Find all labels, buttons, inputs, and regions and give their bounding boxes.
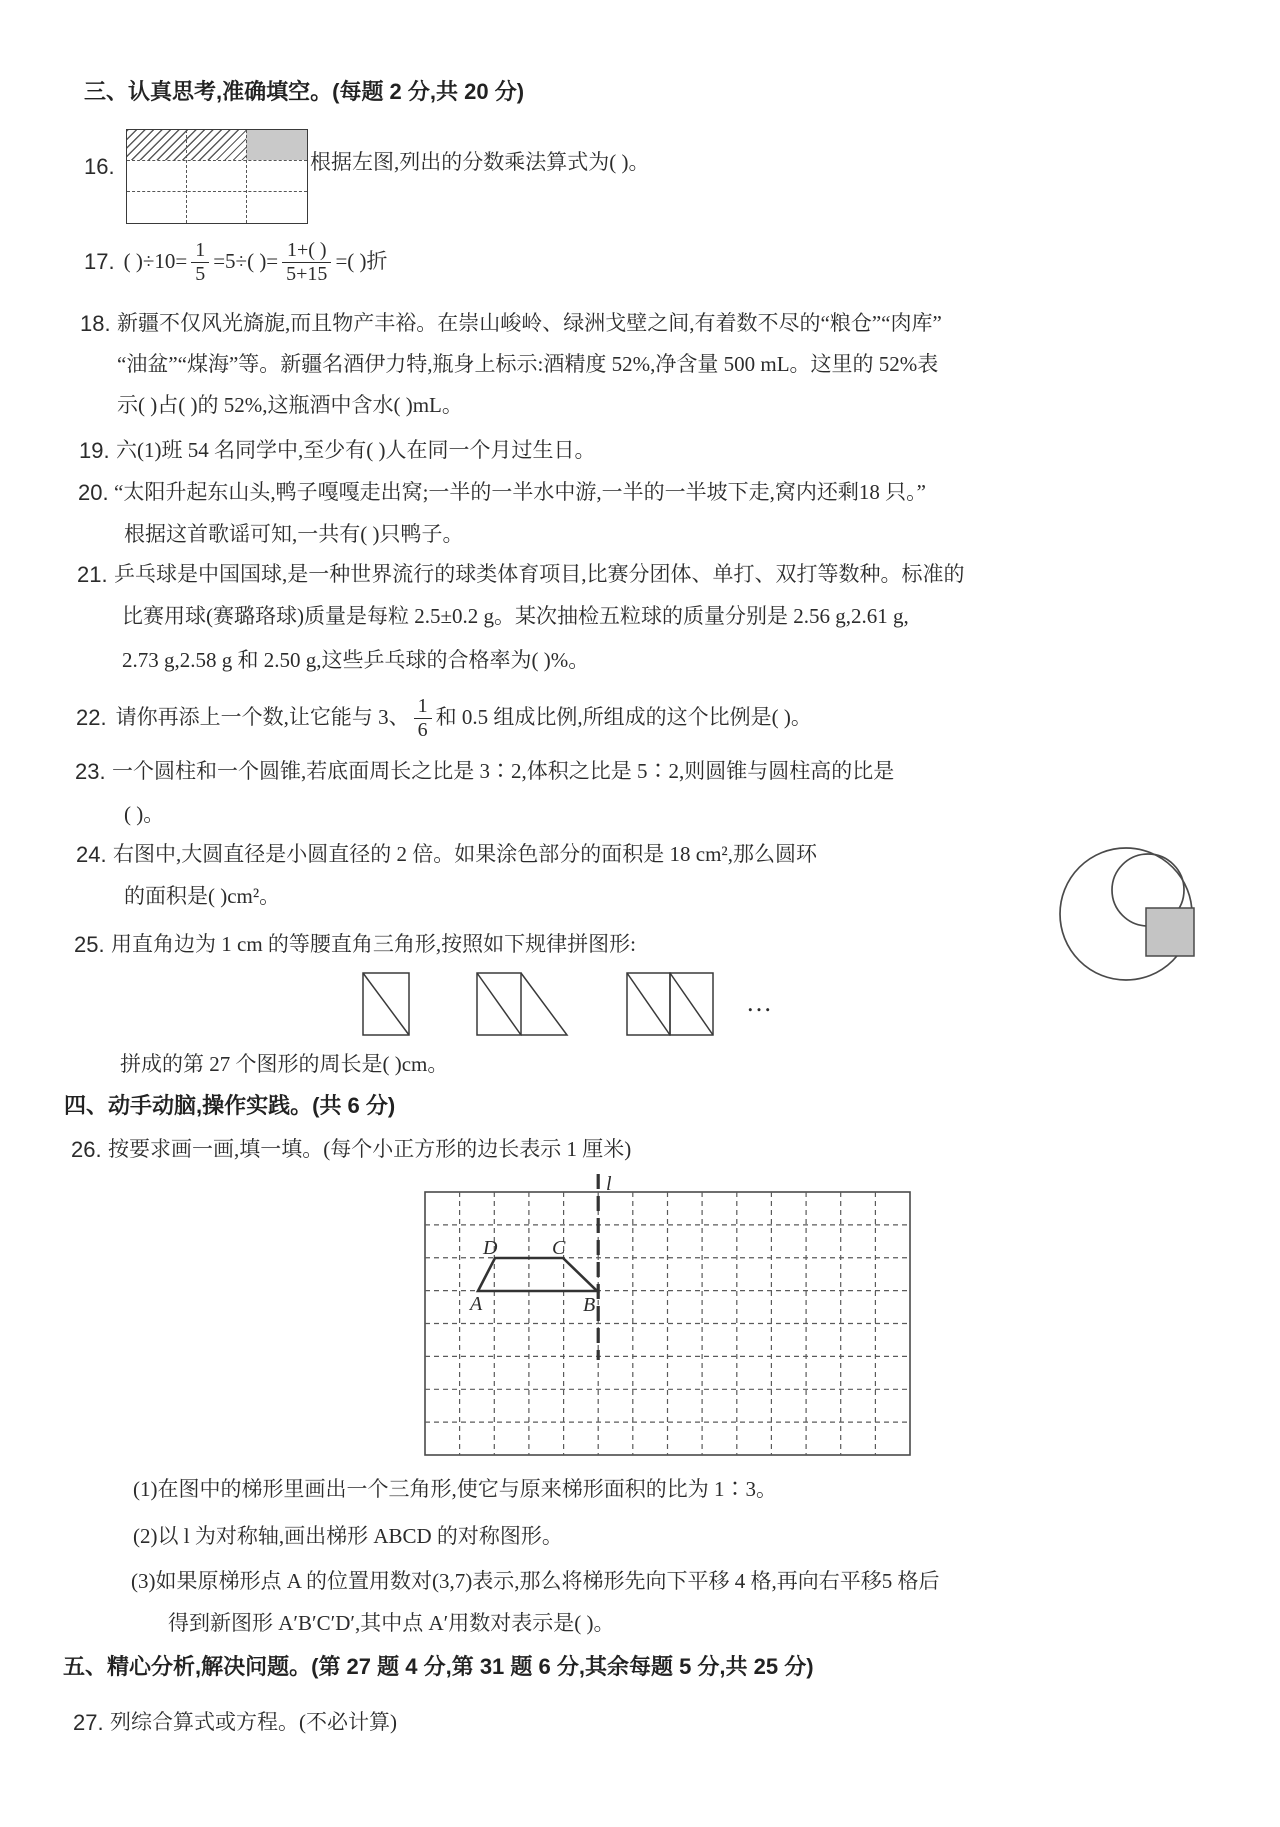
q18-number: 18. — [80, 311, 111, 336]
q17-number: 17. — [84, 248, 115, 274]
q26-grid-figure — [420, 1168, 930, 1468]
q22-fraction: $\frac{1}{6}$ — [414, 695, 432, 742]
q16-grid-divider — [246, 130, 247, 223]
q20-line1: “太阳升起东山头,鸭子嘎嘎走出窝;一半的一半水中游,一半的一半坡下走,窝内还剩18 只。” — [114, 480, 926, 504]
label-b: B — [583, 1294, 596, 1316]
q16-grid-divider — [127, 191, 307, 192]
q26-number: 26. — [71, 1137, 102, 1162]
q23-line1: 一个圆柱和一个圆锥,若底面周长之比是 3∶2,体积之比是 5∶2,则圆锥与圆柱高的比是 — [112, 759, 895, 783]
q22-number: 22. — [76, 704, 107, 730]
q17-fraction-2: $\frac{1+( )}{5+15}$ — [282, 239, 331, 286]
question-22 — [76, 690, 812, 746]
grid-lines — [425, 1192, 910, 1455]
pattern2-diagonal — [477, 973, 521, 1035]
pattern1-diagonal — [363, 973, 409, 1035]
label-c: C — [552, 1237, 566, 1259]
q22-segment: 和 0.5 组成比例,所组成的这个比例是( )。 — [435, 705, 812, 730]
q16-number: 16. — [84, 154, 115, 179]
q17-segment: =( )折 — [335, 249, 388, 274]
q24-line2: 的面积是( )cm²。 — [124, 884, 281, 908]
q16-text: 根据左图,列出的分数乘法算式为( )。 — [310, 150, 650, 174]
q24-shaded-square — [1146, 908, 1194, 956]
q27-number: 27. — [73, 1710, 104, 1735]
ellipsis: … — [746, 988, 774, 1017]
q26-sub2: (2)以 l 为对称轴,画出梯形 ABCD 的对称图形。 — [133, 1524, 563, 1548]
q18-line3: 示( )占( )的 52%,这瓶酒中含水( )mL。 — [117, 393, 463, 417]
q26-sub3-line2: 得到新图形 A′B′C′D′,其中点 A′用数对表示是( )。 — [168, 1611, 615, 1635]
q23-line2: ( )。 — [124, 802, 165, 826]
q23-number: 23. — [75, 759, 106, 784]
pattern3-diagonal-left — [627, 973, 670, 1035]
q25-tail: 拼成的第 27 个图形的周长是( )cm。 — [120, 1052, 449, 1076]
q21-line1: 乒乓球是中国国球,是一种世界流行的球类体育项目,比赛分团体、单打、双打等数种。标准的 — [114, 562, 965, 586]
q25-pattern-figure — [338, 968, 788, 1044]
trapezoid-abcd — [478, 1258, 597, 1291]
q20-number: 20. — [78, 480, 109, 505]
q18-line1: 新疆不仅风光旖旎,而且物产丰裕。在崇山峻岭、绿洲戈壁之间,有着数不尽的“粮仓”“肉库” — [117, 311, 942, 335]
q26-text: 按要求画一画,填一填。(每个小正方形的边长表示 1 厘米) — [108, 1137, 632, 1161]
q25-number: 25. — [74, 932, 105, 957]
q24-ring-figure — [1054, 840, 1204, 990]
q16-shaded-cell — [246, 130, 307, 160]
q21-number: 21. — [77, 562, 108, 587]
q17-fraction-1: $\frac{1}{5}$ — [191, 239, 209, 286]
section-five-header: 五、精心分析,解决问题。(第 27 题 4 分,第 31 题 6 分,其余每题 5 分,共 25 分) — [63, 1654, 814, 1679]
q24-line1: 右图中,大圆直径是小圆直径的 2 倍。如果涂色部分的面积是 18 cm²,那么圆环 — [113, 842, 817, 866]
q16-fraction-diagram — [126, 129, 308, 224]
q26-sub1: (1)在图中的梯形里画出一个三角形,使它与原来梯形面积的比为 1∶3。 — [133, 1477, 777, 1501]
pattern2-triangle — [521, 973, 567, 1035]
q25-text: 用直角边为 1 cm 的等腰直角三角形,按照如下规律拼图形: — [111, 932, 636, 956]
q16-grid-divider — [186, 130, 187, 223]
q16-grid-divider — [127, 160, 307, 161]
label-d: D — [483, 1237, 498, 1259]
q21-line3: 2.73 g,2.58 g 和 2.50 g,这些乒乓球的合格率为( )%。 — [122, 648, 590, 672]
q27-text: 列综合算式或方程。(不必计算) — [110, 1710, 397, 1734]
question-17 — [84, 230, 388, 294]
q20-line2: 根据这首歌谣可知,一共有( )只鸭子。 — [124, 522, 464, 546]
q24-number: 24. — [76, 842, 107, 867]
section-four-header: 四、动手动脑,操作实践。(共 6 分) — [64, 1093, 396, 1118]
q21-line2: 比赛用球(赛璐珞球)质量是每粒 2.5±0.2 g。某次抽检五粒球的质量分别是 2.56 g,2.61 g, — [122, 604, 909, 628]
q17-segment: ( )÷10= — [123, 249, 188, 274]
q17-segment: =5÷( )= — [213, 249, 279, 274]
label-l: l — [606, 1173, 612, 1195]
q19-text: 六(1)班 54 名同学中,至少有( )人在同一个月过生日。 — [116, 438, 596, 462]
q22-segment: 请你再添上一个数,让它能与 3、 — [115, 705, 410, 730]
q26-sub3: (3)如果原梯形点 A 的位置用数对(3,7)表示,那么将梯形先向下平移 4 格,再向右平移5 格后 — [131, 1569, 940, 1593]
pattern3-diagonal-right — [670, 973, 713, 1035]
label-a: A — [470, 1293, 483, 1315]
section-three-header: 三、认真思考,准确填空。(每题 2 分,共 20 分) — [84, 79, 525, 104]
q18-line2: “油盆”“煤海”等。新疆名酒伊力特,瓶身上标示:酒精度 52%,净含量 500 mL。这里的 52%表 — [117, 352, 939, 376]
q19-number: 19. — [79, 438, 110, 463]
